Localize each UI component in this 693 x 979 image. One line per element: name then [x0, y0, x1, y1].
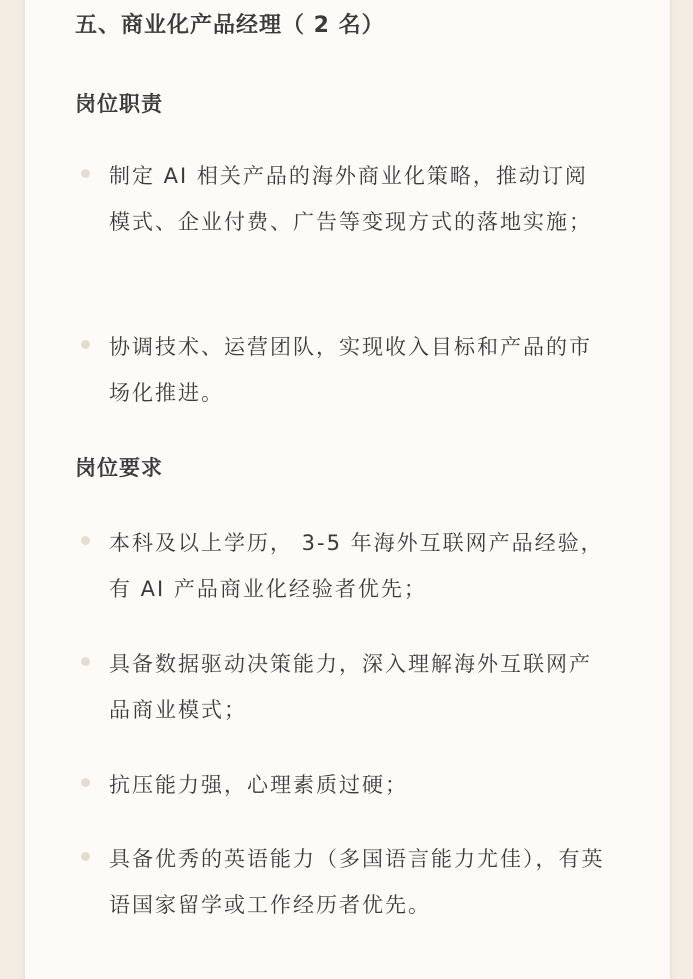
- duties-heading: 岗位职责: [75, 92, 163, 116]
- requirement-item-3: [75, 762, 635, 808]
- duty-item-1: [75, 153, 635, 245]
- requirement-text-2: 具备数据驱动决策能力，深入理解海外互联网产品商业模式；: [109, 652, 592, 722]
- article-card: [24, 0, 671, 979]
- requirement-item-1: [75, 520, 635, 612]
- requirements-heading: 岗位要求: [75, 456, 163, 480]
- duty-text-2: 协调技术、运营团队，实现收入目标和产品的市场化推进。: [109, 335, 592, 405]
- duty-item-2: [75, 324, 635, 416]
- requirement-text-3: 抗压能力强，心理素质过硬；: [109, 773, 408, 797]
- bullet-dot-icon: [81, 169, 90, 178]
- bullet-dot-icon: [81, 778, 90, 787]
- bullet-dot-icon: [81, 340, 90, 349]
- requirement-item-4: [75, 836, 635, 928]
- requirement-item-2: [75, 641, 635, 733]
- bullet-dot-icon: [81, 657, 90, 666]
- duty-text-1: 制定 AI 相关产品的海外商业化策略，推动订阅模式、企业付费、广告等变现方式的落地实施；: [109, 164, 592, 234]
- requirement-text-1: 本科及以上学历， 3-5 年海外互联网产品经验，有 AI 产品商业化经验者优先；: [109, 531, 604, 601]
- section-title: 五、商业化产品经理（ 2 名）: [75, 13, 385, 38]
- bullet-dot-icon: [81, 852, 90, 861]
- bullet-dot-icon: [81, 536, 90, 545]
- requirement-text-4: 具备优秀的英语能力（多国语言能力尤佳），有英语国家留学或工作经历者优先。: [109, 847, 605, 917]
